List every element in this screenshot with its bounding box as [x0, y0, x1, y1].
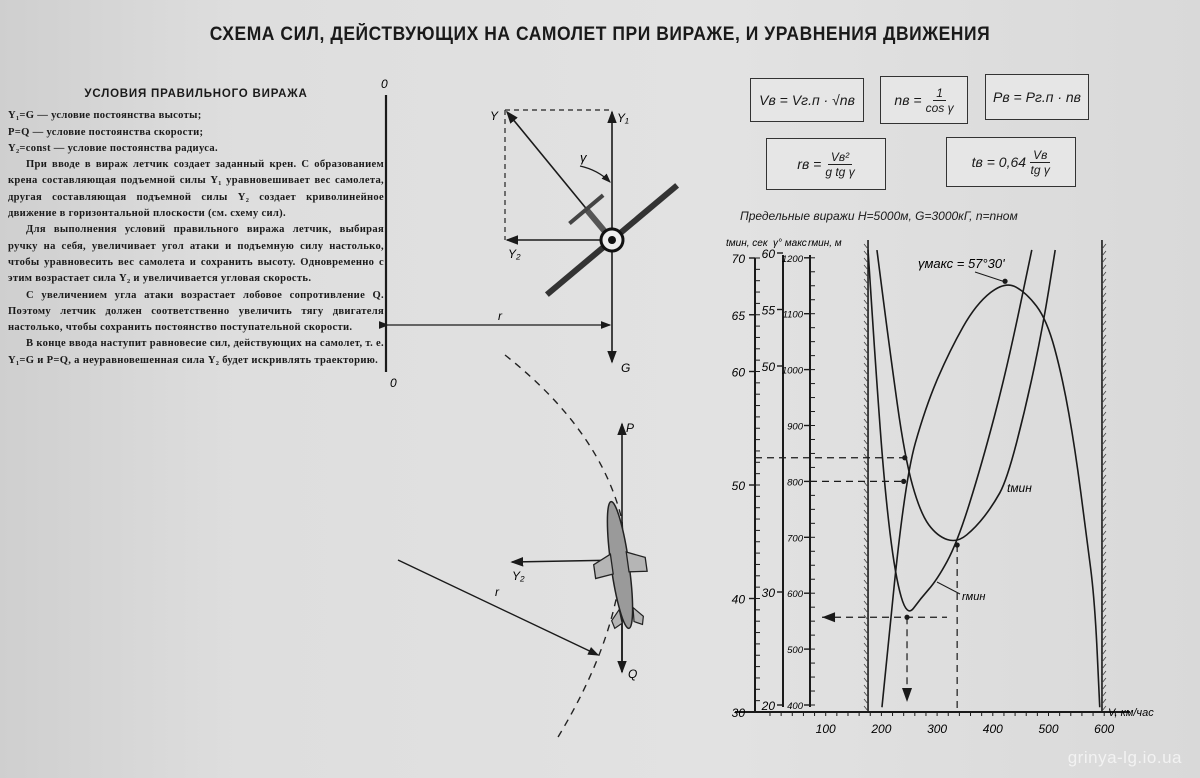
v-axis-label: V, км/час — [1108, 707, 1154, 719]
formula-radius-den: g tg γ — [825, 164, 855, 179]
condition-line: P=Q — условие постоянства скорости; — [8, 126, 204, 138]
lower-r-label: r — [495, 585, 499, 599]
curve-tмин — [877, 250, 1055, 540]
q-label: Q — [628, 667, 638, 681]
y2-label: Y₂ — [508, 247, 521, 261]
curve-point — [1002, 279, 1007, 284]
r-tick-label: 600 — [787, 589, 803, 601]
curve-point — [904, 615, 909, 620]
t-tick-label: 50 — [731, 479, 745, 493]
gamma-tick-label: 60 — [761, 247, 775, 261]
gamma-label: γ — [580, 150, 587, 165]
formula-time-lhs: tв = 0,64 — [971, 154, 1027, 170]
curve-point — [901, 479, 906, 484]
g-label: G — [621, 361, 631, 375]
arrow-left-icon — [822, 612, 835, 622]
r-axis-header: rмин, м — [808, 238, 842, 249]
formula-thrust-text: Pв = Pг.п · nв — [993, 89, 1081, 105]
paragraph: Для выполнения условий правильного виража летчик, выбирая ручку на себя, увеличивает угол атаки и подъемную силу настолько, чтобы уравновесить вес самолета и сохранить высоту. Одновременно с этим возрастает сила Y₂ и увеличивается угловая скорость. — [8, 224, 384, 285]
v-tick-label: 400 — [982, 722, 1003, 736]
formula-velocity-rhs: Vг.п · √nв — [791, 92, 855, 108]
r-tick-label: 400 — [787, 701, 803, 712]
gamma-tick-label: 30 — [761, 586, 775, 600]
t-tick-label: 40 — [731, 592, 745, 607]
r-tick-label: 500 — [787, 645, 803, 657]
bottom-axis-label: 0 — [390, 376, 397, 390]
r-tick-label: 700 — [787, 533, 803, 545]
formula-load-factor-lhs: nв = — [894, 92, 922, 108]
t-tick-label: 30 — [731, 706, 745, 720]
formula-radius-lhs: rв = — [797, 156, 822, 172]
r-label: r — [498, 309, 502, 323]
curve-point — [955, 542, 960, 547]
tmin-curve-label: tмин — [1007, 481, 1032, 495]
rmin-label-leader — [937, 582, 960, 594]
gamma-tick-label: 20 — [761, 699, 775, 713]
paragraph: При вводе в вираж летчик создает заданный крен. С образованием крена составляющая подъемной силы Y₁ уравновешивает вес самолета, другая составляющая подъемной силы Y₂ создает криволинейное движение в горизонтальной плоскости (см. схему сил). — [8, 159, 384, 220]
rmin-curve-label: rмин — [962, 591, 986, 603]
[object Object] — [975, 272, 1003, 281]
formula-time-num: Vв — [1030, 148, 1050, 163]
r-tick-label: 1200 — [781, 253, 803, 265]
lower-y2-label: Y₂ — [512, 569, 525, 583]
watermark: grinya-lg.io.ua — [1067, 748, 1182, 767]
r-tick-label: 1100 — [782, 309, 803, 321]
y1-label: Y₁ — [617, 111, 629, 125]
gamma-axis-header: γ° макс — [773, 238, 807, 249]
formula-load-factor-num: 1 — [933, 86, 946, 101]
r-tick-label: 800 — [787, 477, 803, 489]
gamma-tick-label: 50 — [761, 360, 775, 374]
chart-title: Предельные виражи H=5000м, G=3000кГ, n=nном — [740, 209, 1018, 223]
formula-load-factor-den: cos γ — [925, 100, 954, 115]
conditions-heading: УСЛОВИЯ ПРАВИЛЬНОГО ВИРАЖА — [84, 88, 308, 100]
arrow-down-icon — [902, 688, 912, 702]
gamma-tick-label: 55 — [761, 303, 775, 318]
v-tick-label: 500 — [1038, 722, 1059, 736]
curve-rмин — [868, 250, 1032, 611]
page-title: СХЕМА СИЛ, ДЕЙСТВУЮЩИХ НА САМОЛЕТ ПРИ ВИРАЖЕ, И УРАВНЕНИЯ ДВИЖЕНИЯ — [209, 24, 991, 45]
t-tick-label: 60 — [731, 365, 745, 380]
r-tick-label: 1000 — [781, 365, 803, 377]
gamma-max-label: γмакс = 57°30' — [918, 256, 1005, 271]
paragraph: С увеличением угла атаки возрастает лобовое сопротивление Q. Поэтому летчик должен соответственно увеличить тягу двигателя настолько, чтобы сохранить постоянство поступательной скорости. — [8, 289, 384, 334]
v-tick-label: 300 — [927, 722, 948, 736]
formula-radius-num: Vв² — [828, 150, 852, 165]
formula-time-den: tg γ — [1030, 162, 1050, 177]
v-tick-label: 600 — [1094, 722, 1115, 736]
curve-point — [902, 455, 907, 460]
p-label: P — [626, 421, 635, 435]
top-axis-label: 0 — [381, 77, 388, 91]
t-tick-label: 70 — [731, 252, 745, 266]
t-axis-header: tмин, сек — [726, 238, 768, 249]
r-tick-label: 900 — [787, 421, 803, 433]
v-tick-label: 100 — [815, 722, 836, 736]
t-tick-label: 65 — [731, 308, 745, 323]
v-tick-label: 200 — [871, 722, 892, 736]
condition-line: Y₁=G — условие постоянства высоты; — [8, 110, 202, 122]
y-label: Y — [490, 109, 499, 123]
condition-line: Y₂=const — условие постоянства радиуса. — [8, 142, 218, 154]
paragraph: В конце ввода наступит равновесие сил, действующих на самолет, т. е. Y₁=G и P=Q, а неуравновешенная сила Y₂ будет искривлять траекторию. — [8, 338, 384, 366]
curve-γмакс — [882, 285, 1100, 707]
formula-velocity-lhs: Vв = — [759, 92, 788, 108]
